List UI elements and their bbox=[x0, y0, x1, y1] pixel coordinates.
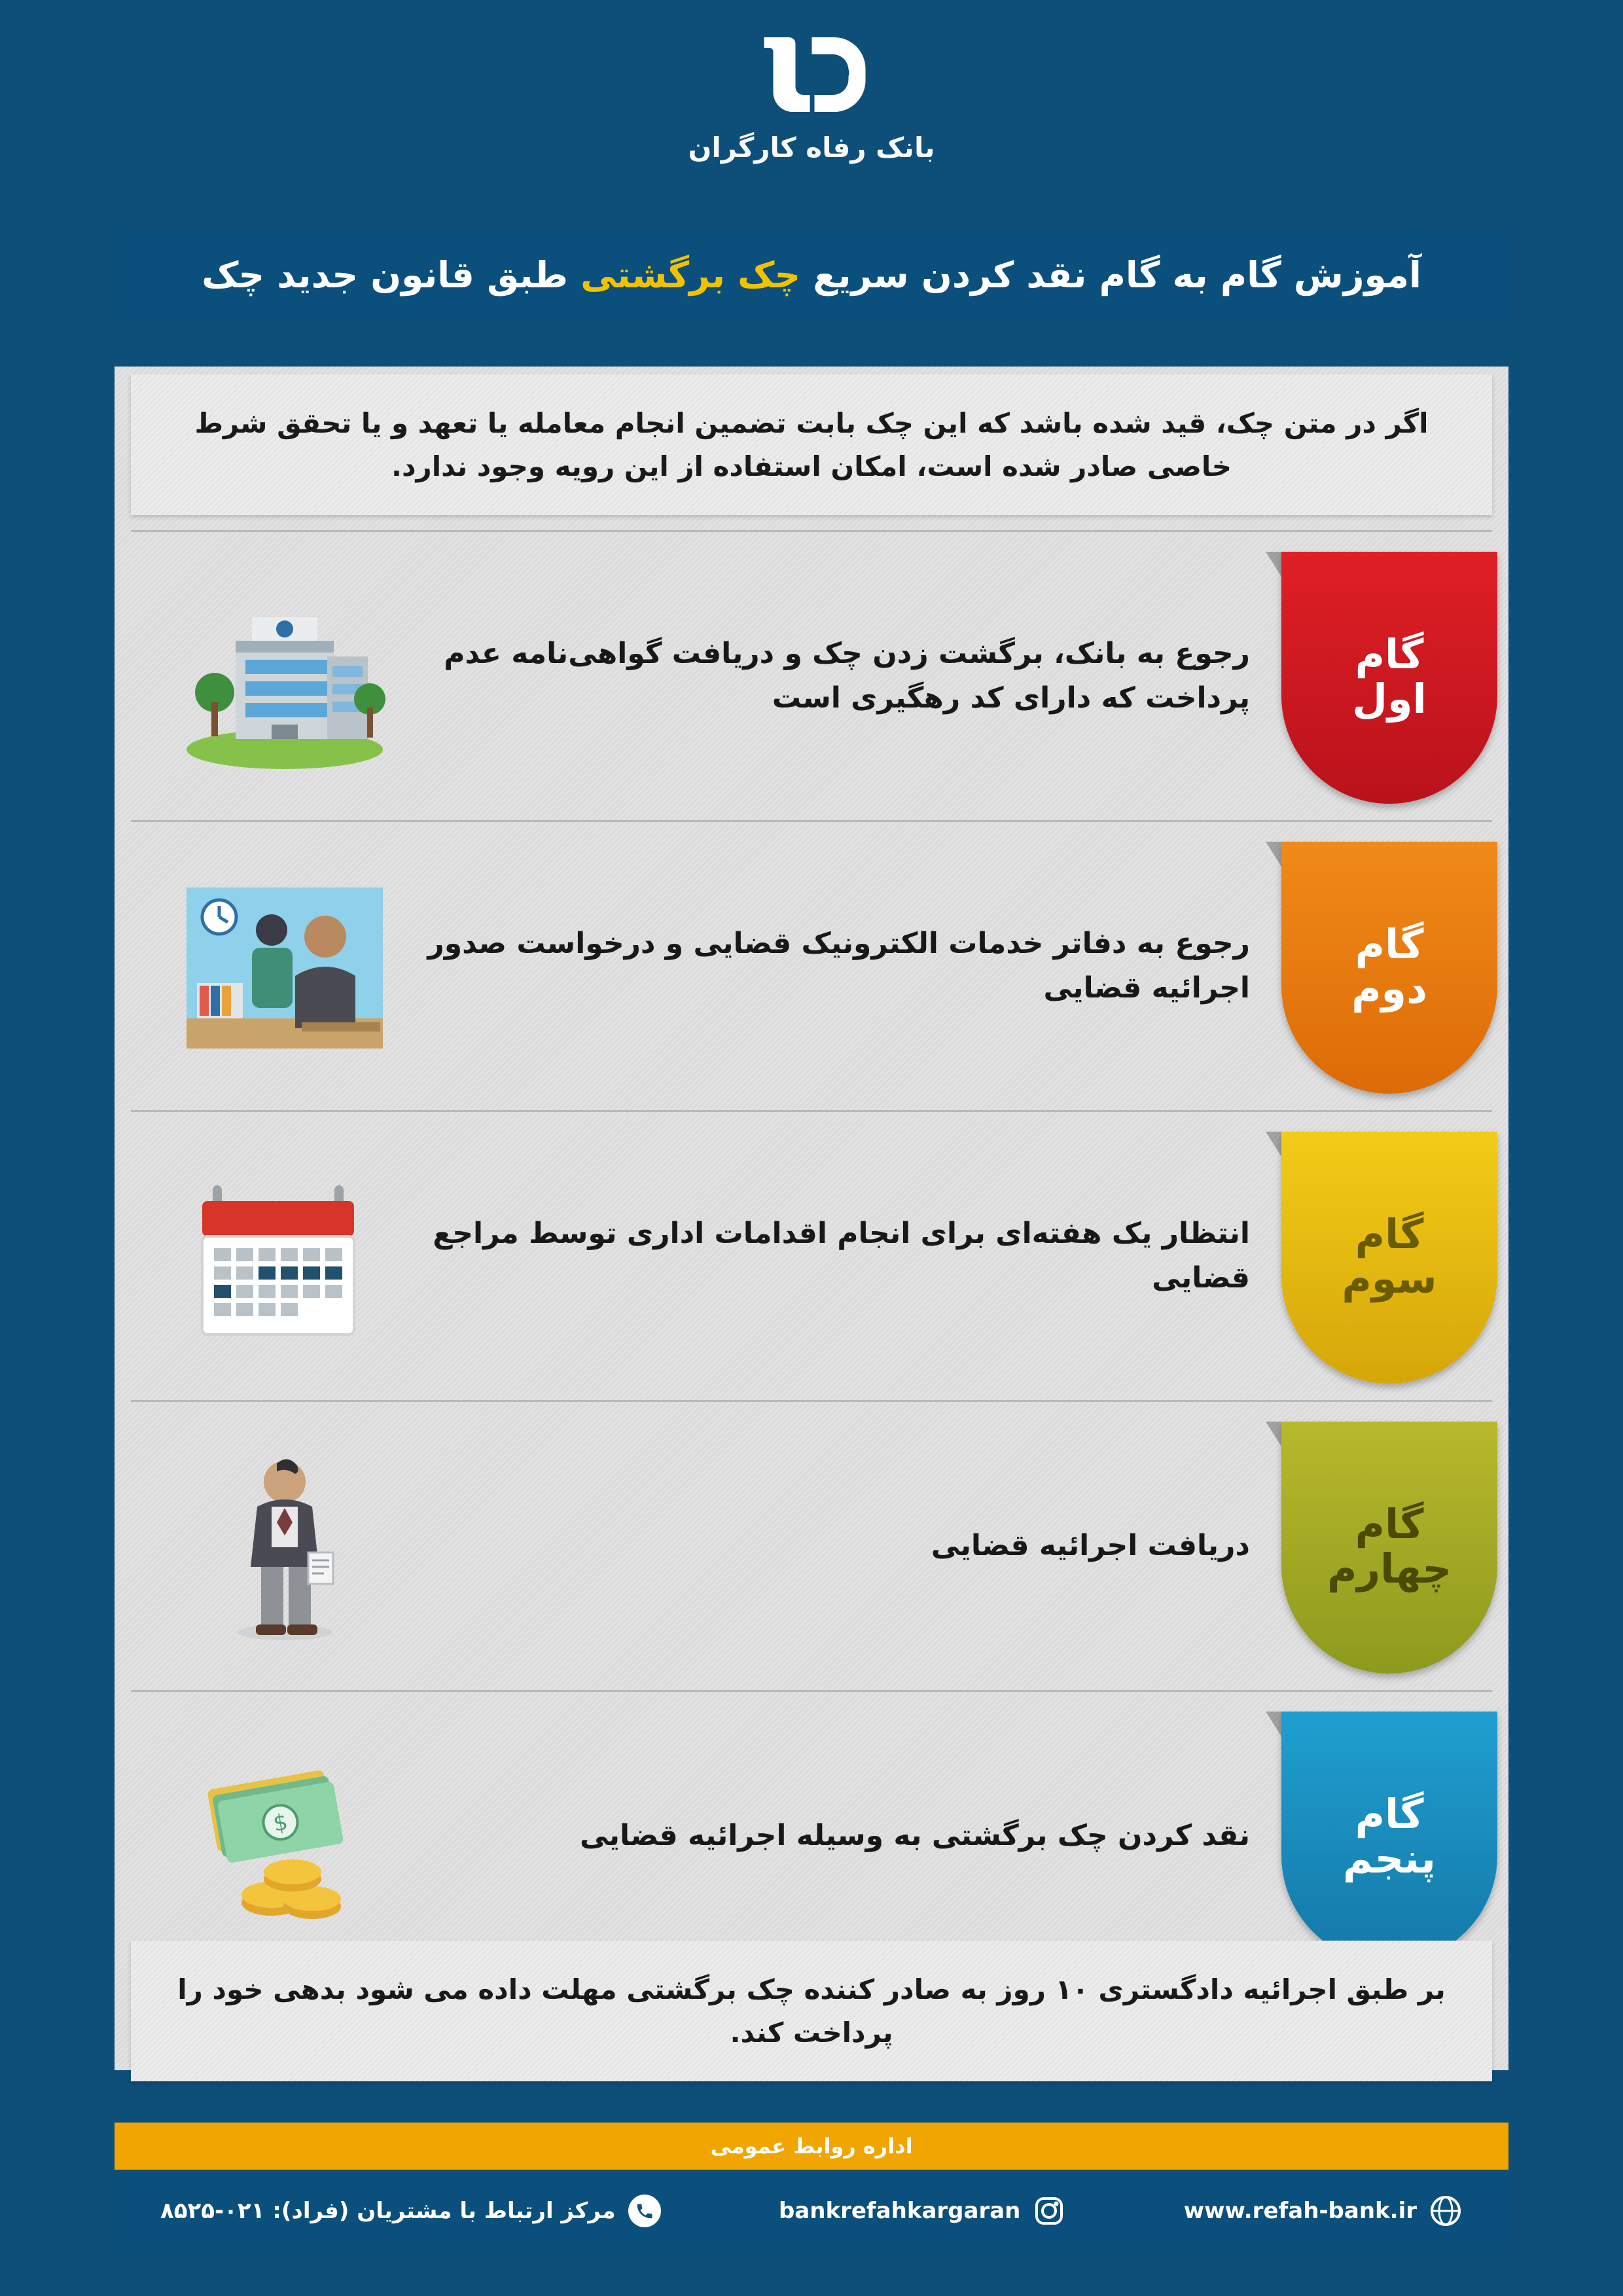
phone-icon bbox=[628, 2194, 662, 2228]
title-before: آموزش گام به گام نقد کردن سریع bbox=[800, 253, 1421, 296]
step-badge-1 bbox=[1281, 552, 1497, 804]
title-highlight: چک برگشتی bbox=[580, 253, 801, 296]
page-title bbox=[115, 230, 1508, 319]
calendar-icon bbox=[170, 1148, 399, 1364]
step-badge-label: گام bbox=[1355, 920, 1424, 969]
footer-phone-text: مرکز ارتباط با مشتریان (فراد): ۰۲۱-۸۵۲۵ bbox=[160, 2197, 616, 2224]
refah-bank-logo-icon bbox=[741, 29, 882, 128]
step-text-1: رجوع به بانک، برگشت زدن چک و دریافت گواهی‌نامه عدم پرداخت که دارای کد رهگیری است bbox=[444, 636, 1250, 715]
footer-website-text: www.refah-bank.ir bbox=[1183, 2197, 1417, 2224]
step-badge-5 bbox=[1281, 1712, 1497, 1964]
note-top-text: اگر در متن چک، قید شده باشد که این چک بابت تضمین انجام معامله یا تعهد و یا تحقق شرط خاصی صادر شده است، امکان استفاده از این رویه وجود ندارد. bbox=[194, 407, 1429, 482]
office-counter-icon bbox=[170, 858, 399, 1074]
step-badge-number: چهارم bbox=[1327, 1545, 1452, 1593]
step-badge-label: گام bbox=[1355, 1790, 1424, 1839]
step-badge-label: گام bbox=[1355, 630, 1424, 679]
brand-logo bbox=[688, 29, 935, 164]
footer-website[interactable] bbox=[1184, 2194, 1463, 2228]
step-badge-number: دوم bbox=[1351, 965, 1427, 1013]
step-item bbox=[131, 1110, 1492, 1400]
step-badge-number: سوم bbox=[1342, 1255, 1437, 1303]
step-item bbox=[131, 530, 1492, 820]
footer-phone[interactable] bbox=[160, 2194, 662, 2228]
step-item bbox=[131, 1690, 1492, 1980]
instagram-icon bbox=[1032, 2194, 1066, 2228]
step-item bbox=[131, 1400, 1492, 1690]
title-after: طبق قانون جدید چک bbox=[202, 253, 581, 296]
step-badge-2 bbox=[1281, 842, 1497, 1094]
step-item bbox=[131, 820, 1492, 1110]
step-badge-number: اول bbox=[1352, 675, 1427, 723]
footer-public-relations-text: اداره روابط عمومی bbox=[710, 2134, 913, 2159]
step-badge-label: گام bbox=[1355, 1500, 1424, 1549]
globe-icon bbox=[1429, 2194, 1463, 2228]
header bbox=[0, 0, 1623, 216]
brand-name: بانک رفاه کارگران bbox=[688, 132, 935, 164]
svg-text:$: $ bbox=[271, 1808, 290, 1837]
footer-public-relations-bar bbox=[115, 2123, 1508, 2170]
note-top bbox=[131, 374, 1492, 515]
step-badge-3 bbox=[1281, 1132, 1497, 1384]
step-badge-number: پنجم bbox=[1343, 1835, 1436, 1883]
man-with-document-icon bbox=[170, 1438, 399, 1654]
step-badge-label: گام bbox=[1355, 1210, 1424, 1259]
money-coins-icon bbox=[170, 1728, 399, 1944]
step-badge-4 bbox=[1281, 1422, 1497, 1674]
steps-list bbox=[131, 530, 1492, 1980]
footer-contact-bar bbox=[115, 2170, 1508, 2251]
step-text-2: رجوع به دفاتر خدمات الکترونیک قضایی و درخواست صدور اجرائیه قضایی bbox=[427, 926, 1250, 1005]
step-text-4: دریافت اجرائیه قضایی bbox=[931, 1528, 1250, 1562]
footer-instagram[interactable] bbox=[779, 2194, 1066, 2228]
step-text-5: نقد کردن چک برگشتی به وسیله اجرائیه قضایی bbox=[580, 1818, 1250, 1852]
footer-instagram-text: bankrefahkargaran bbox=[778, 2197, 1021, 2224]
note-bottom bbox=[131, 1941, 1492, 2081]
step-text-3: انتظار یک هفته‌ای برای انجام اقدامات اداری توسط مراجع قضایی bbox=[433, 1216, 1250, 1295]
bank-building-icon bbox=[170, 568, 399, 784]
note-bottom-text: بر طبق اجرائیه دادگستری ۱۰ روز به صادر کننده چک برگشتی مهلت داده می شود بدهی خود را پرداخت کند. bbox=[177, 1973, 1446, 2049]
